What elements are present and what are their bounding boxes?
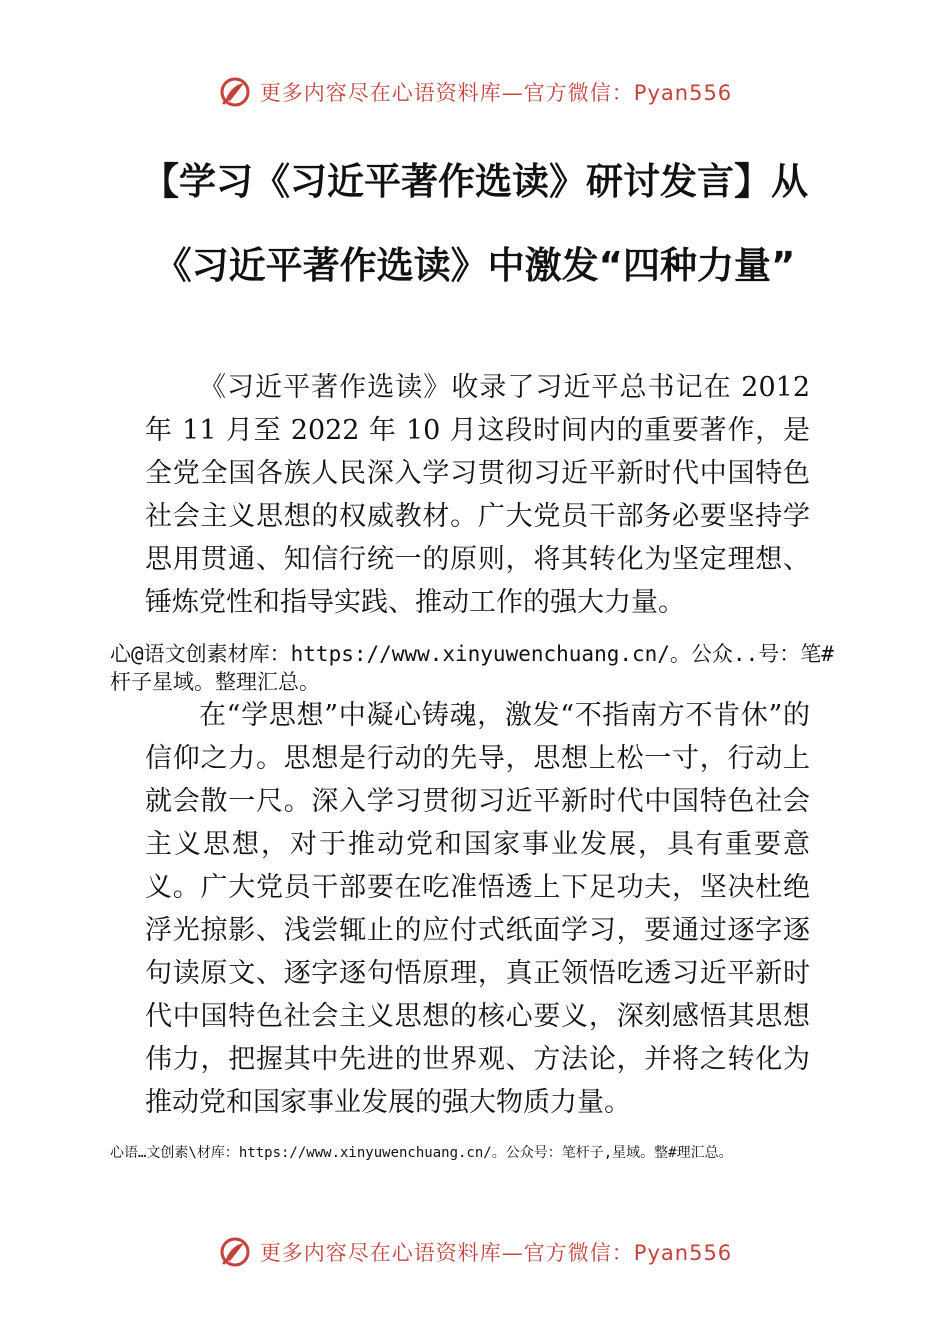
footer-banner bbox=[0, 1232, 950, 1272]
source-note: 心@语文创素材库：https://www.xinyuwenchuang.cn/。公众..号：笔#杆子星域。整理汇总。 bbox=[110, 642, 834, 694]
brush-logo-icon bbox=[218, 1235, 252, 1269]
brush-logo-icon bbox=[218, 75, 252, 109]
banner-text: 更多内容尽在心语资料库—官方微信：Pyan556 bbox=[259, 81, 733, 105]
paragraph-learn-thought: 在“学思想”中凝心铸魂，激发“不指南方不肯休”的信仰之力。思想是行动的先导，思想上松一寸，行动上就会散一尺。深入学习贯彻习近平新时代中国特色社会主义思想，对于推动党和国家事业发展，具有重要意义。广大党员干部要在吃准悟透上下足功夫，坚决杜绝浮光掠影、浅尝辄止的应付式纸面学习，要通过逐字逐句读原文、逐字逐句悟原理，真正领悟吃透习近平新时代中国特色社会主义思想的核心要义，深刻感悟其思想伟力，把握其中先进的世界观、方法论，并将之转化为推动党和国家事业发展的强大物质力量。 bbox=[145, 700, 810, 1118]
paragraph-intro: 《习近平著作选读》收录了习近平总书记在 2012 年 11 月至 2022 年 10 月这段时间内的重要著作，是全党全国各族人民深入学习贯彻习近平新时代中国特色社会主义思想的权威教材。广大党员干部务必要坚持学思用贯通、知信行统一的原则，将其转化为坚定理想、锤炼党性和指导实践、推动工作的强大力量。 bbox=[145, 372, 810, 618]
source-note-footer: 心语…文创素\材库：https://www.xinyuwenchuang.cn/。公众号：笔杆子,星域。整#理汇总。 bbox=[110, 1145, 733, 1161]
document-title: 【学习《习近平著作选读》研讨发言】从《习近平著作选读》中激发“四种力量” bbox=[142, 160, 808, 287]
header-banner bbox=[0, 72, 950, 112]
banner-text: 更多内容尽在心语资料库—官方微信：Pyan556 bbox=[259, 1241, 733, 1265]
